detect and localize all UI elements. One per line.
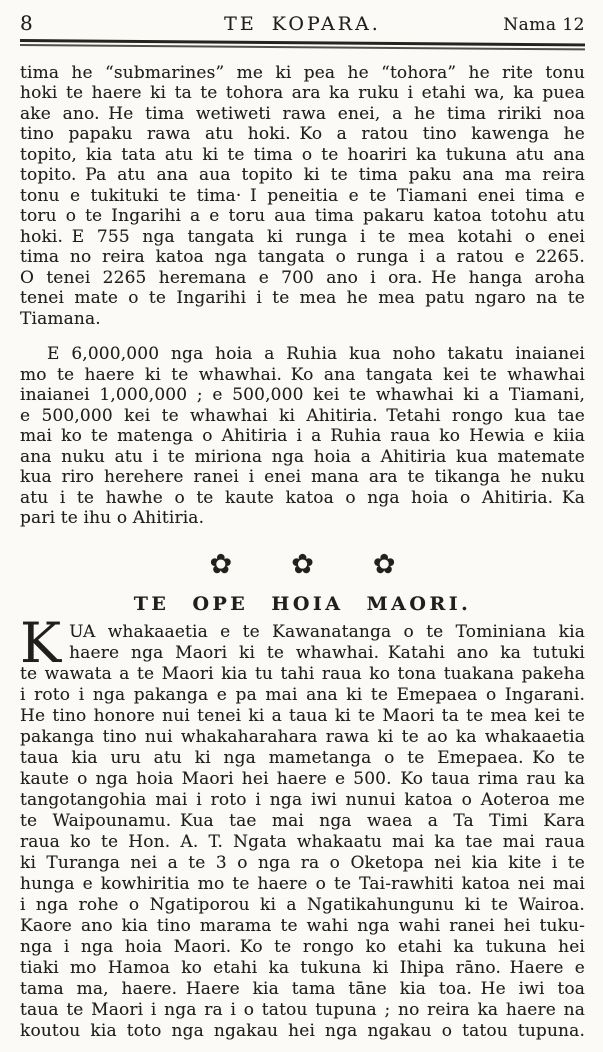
- page-number: 8: [20, 11, 34, 35]
- text-line: O tenei 2265 heremana e 700 ano i ora. He hanga aroha: [20, 267, 585, 288]
- text-line: topito, kia tata atu ki te tima o te hoariri ka tukuna atu ana: [20, 144, 585, 165]
- text-line: hunga e kowhiritia mo te haere o te Tai-rawhiti katoa nei mai: [20, 873, 585, 894]
- text-line: i roto i nga pakanga e pa mai ana ki te Emepaea o Ingarani.: [20, 684, 585, 705]
- paragraph-russia: [20, 344, 585, 529]
- paragraph-continued: [20, 63, 585, 330]
- text-line: tonu e tukituki te tima· I peneitia e te Tiamani enei tima e: [20, 185, 585, 206]
- section-divider-ornament: [20, 548, 585, 582]
- text-line: ki Turanga nei a te 3 o nga ra o Oketopa nei kia kite i te: [20, 852, 585, 873]
- text-line: topito. Pa atu ana aua topito ki te tima paku ana ma reira: [20, 165, 585, 185]
- text-line: ana nuku atu i te miriona nga hoia a Ahitiria kua matemate: [20, 446, 585, 467]
- text-line: pari te ihu o Ahitiria.: [20, 508, 205, 528]
- text-line: Tiamana.: [20, 308, 101, 329]
- text-line: taua te Maori i nga ra i o tatou tupuna ; no reira ka haere na: [20, 999, 585, 1020]
- text-line: te wawata a te Maori kia tu tahi raua ko tona tuakana pakeha: [20, 663, 585, 684]
- text-line: ake ano. He tima wetiweti rawa enei, a he tima ririki noa: [20, 103, 585, 124]
- text-line: te Waipounamu. Kua tae mai nga waea a Ta Timi Kara: [20, 810, 585, 831]
- florette-icon: ✿: [372, 548, 396, 580]
- text-line: koutou kia toto nga ngakau hei nga ngakau o tatou tupuna.: [20, 1020, 585, 1041]
- text-line: haere nga Maori ki te whawhai. Katahi ano ka tutuki: [69, 642, 585, 663]
- text-line: atu i te hawhe o te kaute katoa o nga hoia o Ahitiria. Ka: [20, 487, 585, 508]
- masthead-title: TE KOPARA.: [224, 13, 381, 35]
- text-line: hoki te haere ki ta te tohora ara ka ruku i etahi wa, ka puea: [20, 83, 585, 103]
- article-heading: TE OPE HOIA MAORI.: [133, 592, 472, 615]
- text-line: tiaki mo Hamoa ko etahi ka tukuna ki Ihipa rāno. Haere e: [20, 957, 585, 978]
- drop-cap: K: [20, 610, 62, 675]
- text-line: hoki. E 755 nga tangata ki runga i te mea kotahi o enei: [20, 226, 585, 247]
- text-line: tino papaku rawa atu hoki. Ko a ratou tino kawenga he: [20, 124, 585, 144]
- text-line: mo te haere ki te whawhai. Ko ana tangata kei te whawhai: [20, 364, 585, 385]
- text-line: He tino honore nui tenei ki a taua ki te Maori ta te mea kei te: [20, 705, 585, 726]
- text-line: kua riro herehere ranei i enei mana ara te tikanga he nuku: [20, 467, 585, 487]
- text-line: E 6,000,000 nga hoia a Ruhia kua noho takatu inaianei: [47, 344, 585, 364]
- article-body: [20, 610, 585, 1042]
- text-line: Kaore ano kia tino marama te wahi nga wahi ranei hei tuku-: [20, 915, 585, 936]
- issue-number: Nama 12: [503, 15, 585, 35]
- text-line: taua kia uru atu ki nga mametanga o te Emepaea. Ko te: [20, 747, 585, 768]
- text-line: pakanga tino nui whakaharahara rawa ki te ao ka whakaaetia: [20, 726, 585, 747]
- florette-icon: ✿: [291, 548, 314, 580]
- text-line: tenei mate o te Ingarihi i te mea he mea patu ngaro na te: [20, 288, 585, 308]
- text-line: tangotangohia mai i roto i nga iwi nunui katoa o Aoteroa me: [20, 789, 585, 810]
- running-head: [20, 10, 585, 36]
- text-line: toru o te Ingarihi a e toru aua tima pakaru katoa totohu atu: [20, 206, 585, 226]
- text-line: e 500,000 kei te whawhai ki Ahitiria. Tetahi rongo kua tae: [20, 405, 585, 426]
- florette-icon: ✿: [209, 548, 233, 580]
- text-line: inaianei 1,000,000 ; e 500,000 kei te whawhai ki a Tiamani,: [20, 385, 585, 405]
- header-rule: [20, 39, 585, 50]
- text-line: UA whakaaetia e te Kawanatanga o te Tominiana kia: [69, 621, 585, 642]
- text-line: nga i nga hoia Maori. Ko te rongo ko etahi ka tukuna hei: [20, 936, 585, 957]
- text-line: tima he “submarines” me ki pea he “tohora” he rite tonu: [20, 62, 585, 83]
- text-line: i nga rohe o Ngatiporou ki a Ngatikahungunu ki te Wairoa.: [20, 894, 585, 915]
- text-line: tama ma, haere. Haere kia tama tāne kia toa. He iwi toa: [20, 978, 585, 999]
- text-line: kaute o nga hoia Maori hei haere e 500. Ko taua rima rau ka: [20, 768, 585, 789]
- text-line: raua ko te Hon. A. T. Ngata whakaatu mai ka tae mai raua: [20, 831, 585, 852]
- text-line: tima no reira katoa nga tangata o runga i a ratou e 2265.: [20, 247, 585, 267]
- text-line: mai ko te matenga o Ahitiria i a Ruhia raua ko Hewia e kiia: [20, 426, 585, 446]
